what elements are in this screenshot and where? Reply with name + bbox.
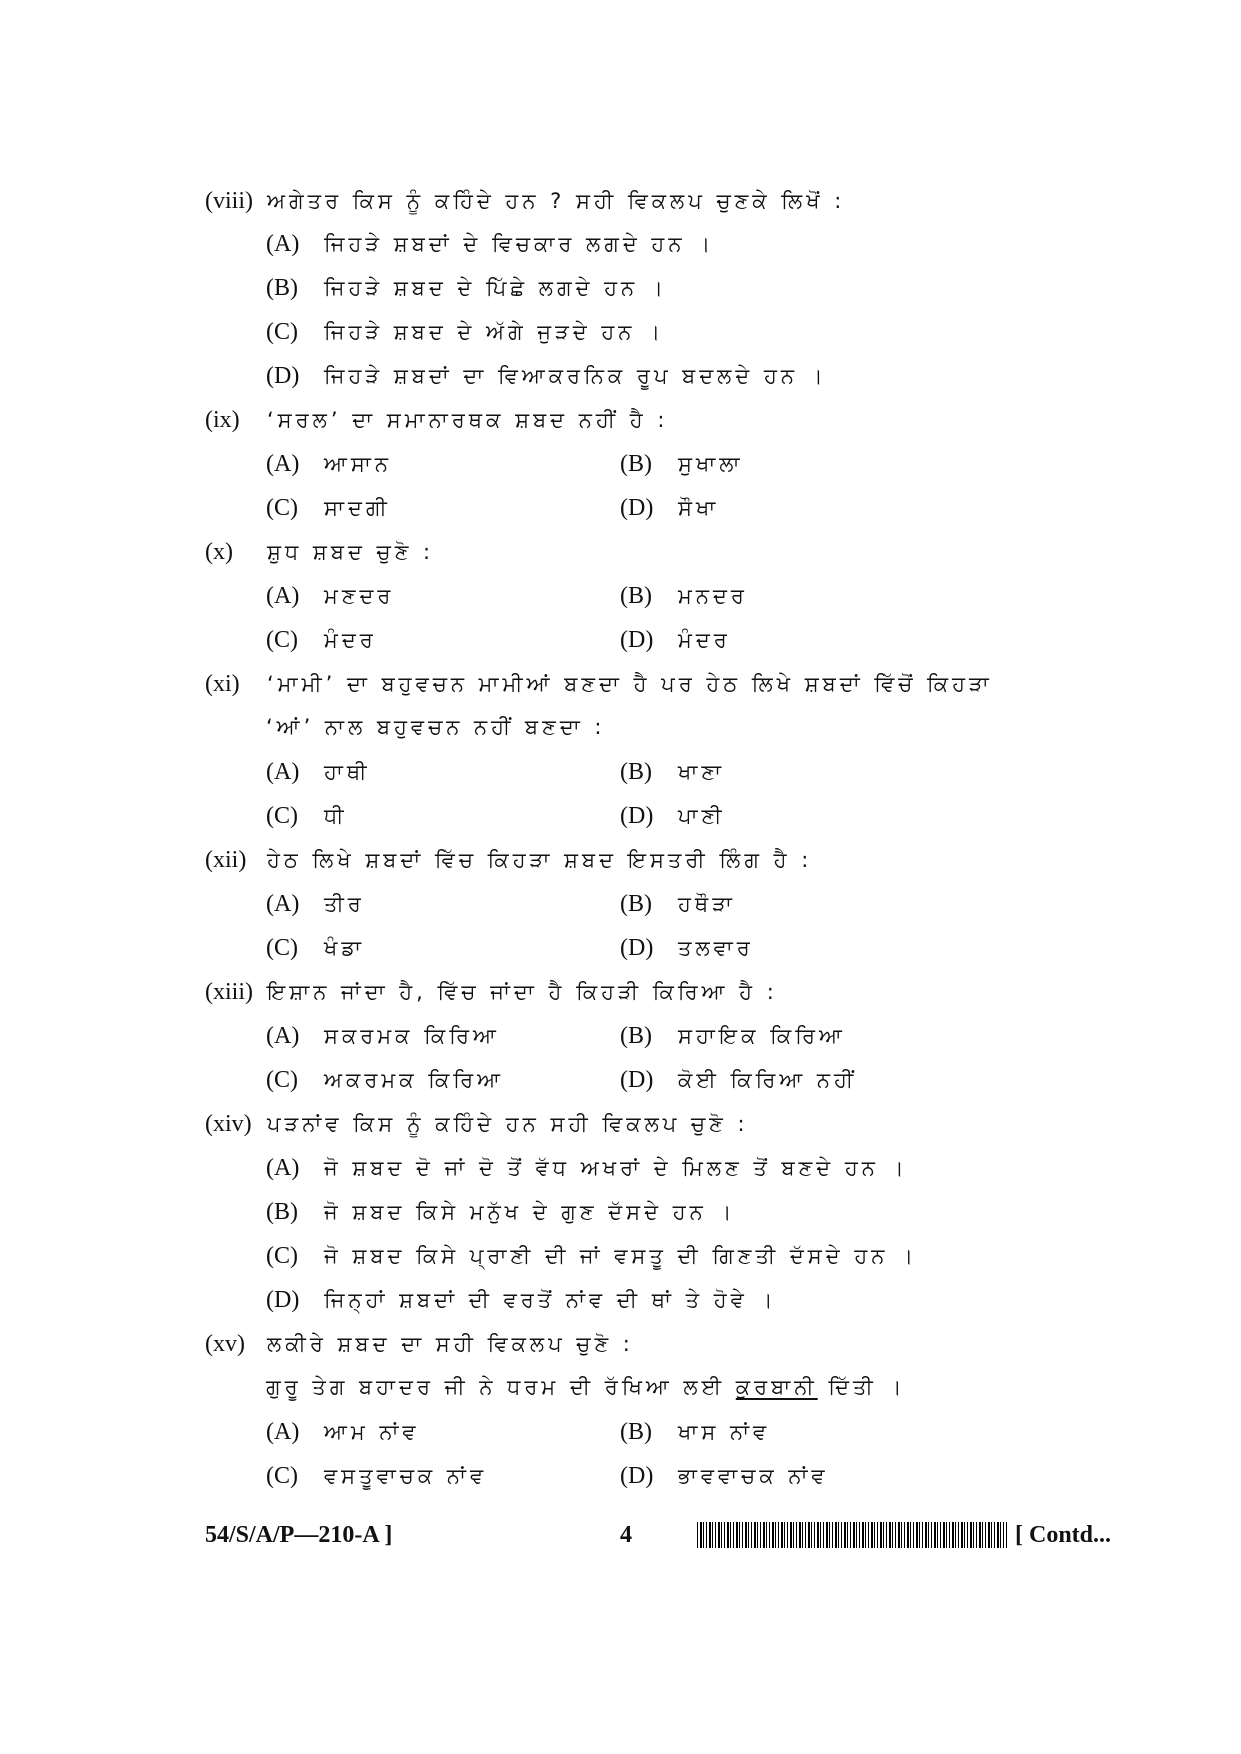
option: (C) ਖੰਡਾ [266, 935, 365, 961]
option: (B) ਮਨਦਰ [620, 583, 748, 609]
question-xiii: (xiii) ਇਸ਼ਾਨ ਜਾਂਦਾ ਹੈ, ਵਿੱਚ ਜਾਂਦਾ ਹੈ ਕਿਹੜੀ ਕਿਰਿਆ ਹੈ : [205, 979, 778, 1005]
option: (D) ਤਲਵਾਰ [620, 935, 754, 961]
option: (D) ਜਿਹੜੇ ਸ਼ਬਦਾਂ ਦਾ ਵਿਆਕਰਨਿਕ ਰੂਪ ਬਦਲਦੇ ਹਨ । [266, 363, 827, 389]
option: (A) ਜਿਹੜੇ ਸ਼ਬਦਾਂ ਦੇ ਵਿਚਕਾਰ ਲਗਦੇ ਹਨ । [266, 231, 715, 257]
underlined-word: ਕੁਰਬਾਨੀ [735, 1375, 818, 1399]
question-xi-continued: ‘ਆਂ’ ਨਾਲ ਬਹੁਵਚਨ ਨਹੀਂ ਬਣਦਾ : [266, 715, 606, 739]
option: (A) ਆਸਾਨ [266, 451, 392, 477]
option: (B) ਖਾਸ ਨਾਂਵ [620, 1419, 771, 1445]
option: (D) ਭਾਵਵਾਚਕ ਨਾਂਵ [620, 1463, 829, 1489]
question-x: (x) ਸ਼ੁਧ ਸ਼ਬਦ ਚੁਣੋ : [205, 539, 435, 565]
option: (B) ਜਿਹੜੇ ਸ਼ਬਦ ਦੇ ਪਿੱਛੇ ਲਗਦੇ ਹਨ । [266, 275, 667, 301]
question-viii: (viii) ਅਗੇਤਰ ਕਿਸ ਨੂੰ ਕਹਿੰਦੇ ਹਨ ? ਸਹੀ ਵਿਕਲਪ ਚੁਣਕੇ ਲਿਖੋਂ : [205, 188, 846, 214]
option: (B) ਸੁਖਾਲਾ [620, 451, 744, 477]
option: (B) ਹਥੌੜਾ [620, 891, 736, 917]
option: (A) ਸਕਰਮਕ ਕਿਰਿਆ [266, 1023, 500, 1049]
option: (C) ਮੰਦਰ [266, 627, 377, 653]
option: (A) ਆਮ ਨਾਂਵ [266, 1419, 420, 1445]
option: (A) ਹਾਥੀ [266, 759, 371, 785]
option: (D) ਸੌਖਾ [620, 495, 720, 521]
option: (B) ਖਾਣਾ [620, 759, 725, 785]
option: (D) ਮੰਦਰ [620, 627, 731, 653]
option: (D) ਪਾਣੀ [620, 803, 726, 829]
option: (D) ਜਿਨ੍ਹਾਂ ਸ਼ਬਦਾਂ ਦੀ ਵਰਤੋਂ ਨਾਂਵ ਦੀ ਥਾਂ ਤੇ ਹੋਵੇ । [266, 1287, 777, 1313]
option: (A) ਮਣਦਰ [266, 583, 395, 609]
option: (D) ਕੋਈ ਕਿਰਿਆ ਨਹੀਂ [620, 1067, 858, 1093]
question-ix: (ix) ‘ਸਰਲ’ ਦਾ ਸਮਾਨਾਰਥਕ ਸ਼ਬਦ ਨਹੀਂ ਹੈ : [205, 407, 669, 433]
option: (C) ਵਸਤੂਵਾਚਕ ਨਾਂਵ [266, 1463, 488, 1489]
question-xi: (xi) ‘ਮਾਮੀ’ ਦਾ ਬਹੁਵਚਨ ਮਾਮੀਆਂ ਬਣਦਾ ਹੈ ਪਰ ਹੇਠ ਲਿਖੇ ਸ਼ਬਦਾਂ ਵਿੱਚੋਂ ਕਿਹੜਾ [205, 671, 993, 697]
contd-label: [ Contd... [1015, 1522, 1112, 1548]
paper-code: 54/S/A/P—210-A ] [205, 1522, 393, 1548]
option: (C) ਧੀ [266, 803, 348, 829]
question-xii: (xii) ਹੇਠ ਲਿਖੇ ਸ਼ਬਦਾਂ ਵਿੱਚ ਕਿਹੜਾ ਸ਼ਬਦ ਇਸਤਰੀ ਲਿੰਗ ਹੈ : [205, 847, 813, 873]
option: (A) ਤੀਰ [266, 891, 365, 917]
option: (C) ਜੋ ਸ਼ਬਦ ਕਿਸੇ ਪ੍ਰਾਣੀ ਦੀ ਜਾਂ ਵਸਤੂ ਦੀ ਗਿਣਤੀ ਦੱਸਦੇ ਹਨ । [266, 1243, 918, 1269]
question-xv: (xv) ਲਕੀਰੇ ਸ਼ਬਦ ਦਾ ਸਹੀ ਵਿਕਲਪ ਚੁਣੋ : [205, 1331, 634, 1357]
barcode-icon [697, 1522, 1007, 1548]
question-xiv: (xiv) ਪੜਨਾਂਵ ਕਿਸ ਨੂੰ ਕਹਿੰਦੇ ਹਨ ਸਹੀ ਵਿਕਲਪ ਚੁਣੋ : [205, 1111, 749, 1137]
option: (A) ਜੋ ਸ਼ਬਦ ਦੋ ਜਾਂ ਦੋ ਤੋਂ ਵੱਧ ਅਖਰਾਂ ਦੇ ਮਿਲਣ ਤੋਂ ਬਣਦੇ ਹਨ । [266, 1155, 908, 1181]
option: (C) ਜਿਹੜੇ ਸ਼ਬਦ ਦੇ ਅੱਗੇ ਜੁੜਦੇ ਹਨ । [266, 319, 665, 345]
underlined-sentence: ਗੁਰੂ ਤੇਗ ਬਹਾਦਰ ਜੀ ਨੇ ਧਰਮ ਦੀ ਰੱਖਿਆ ਲਈ ਕੁਰਬਾਨੀ ਦਿੱਤੀ । [266, 1375, 906, 1399]
option: (C) ਸਾਦਗੀ [266, 495, 391, 521]
option: (B) ਸਹਾਇਕ ਕਿਰਿਆ [620, 1023, 846, 1049]
option: (C) ਅਕਰਮਕ ਕਿਰਿਆ [266, 1067, 504, 1093]
option: (B) ਜੋ ਸ਼ਬਦ ਕਿਸੇ ਮਨੁੱਖ ਦੇ ਗੁਣ ਦੱਸਦੇ ਹਨ । [266, 1199, 736, 1225]
page-number: 4 [620, 1522, 632, 1548]
